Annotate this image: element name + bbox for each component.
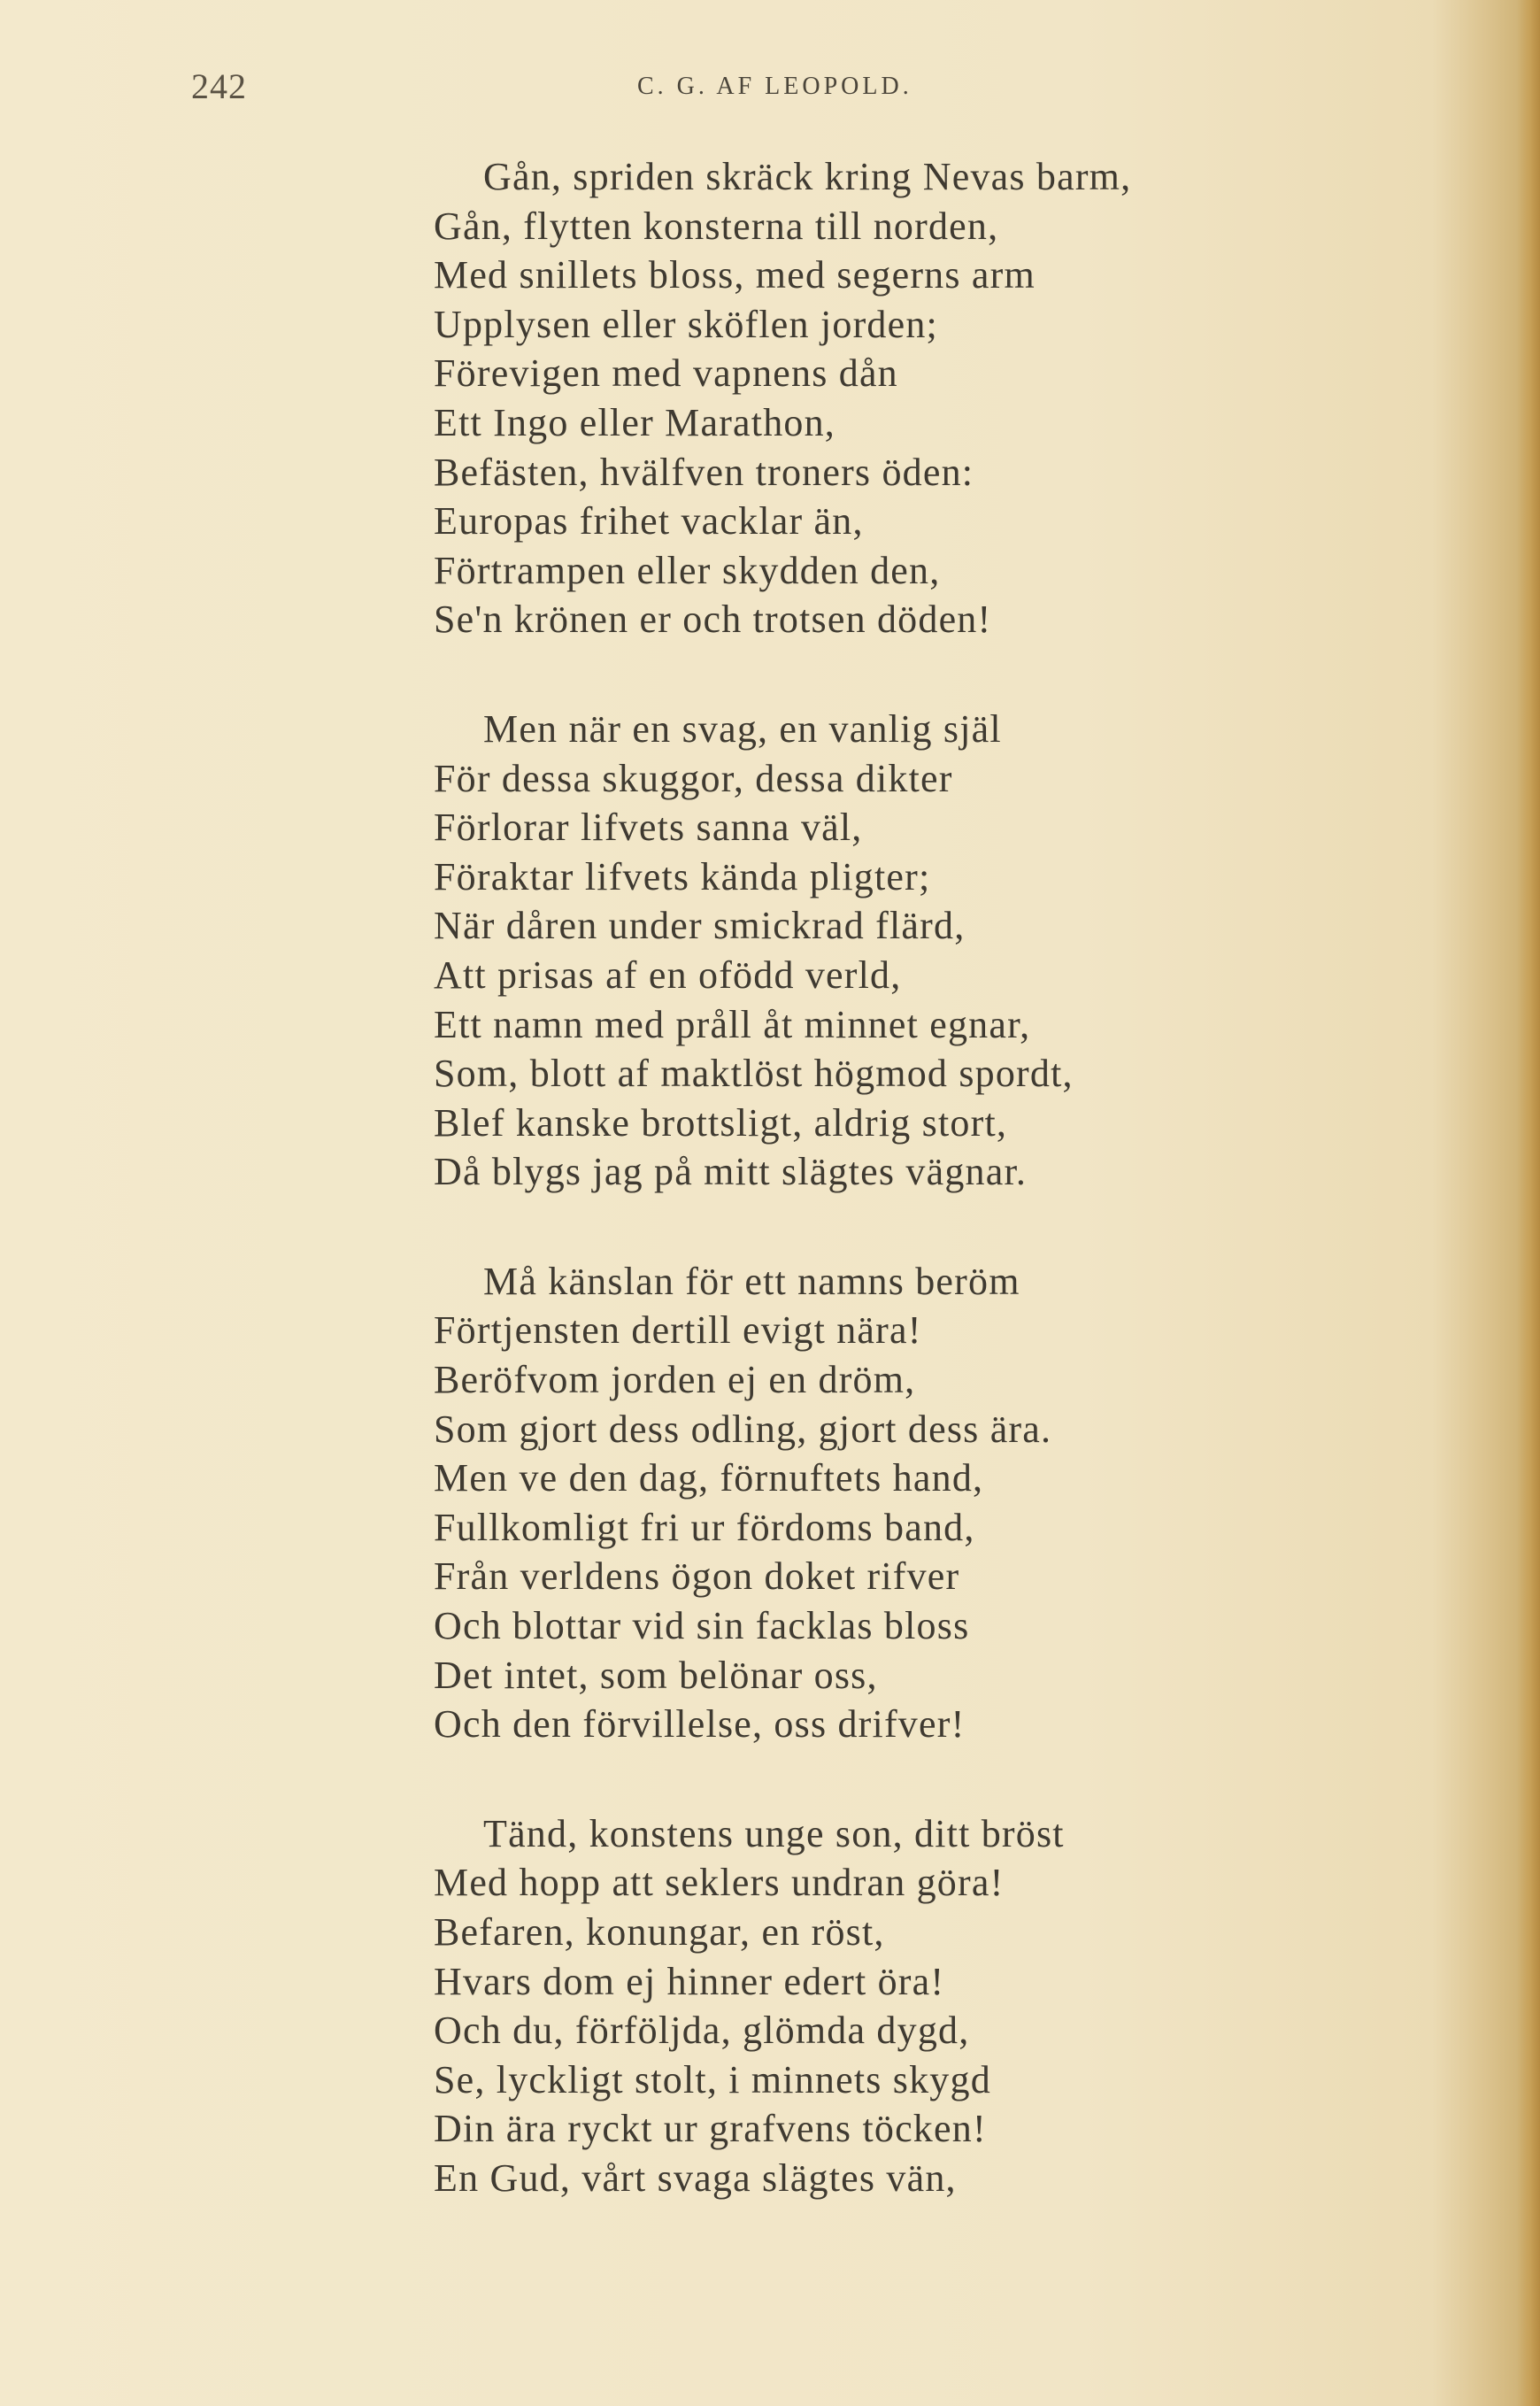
poem-line: En Gud, vårt svaga slägtes vän, <box>434 2155 957 2200</box>
stanza-4 <box>434 1809 1319 2203</box>
poem-line: Beröfvom jorden ej en dröm, <box>434 1358 916 1402</box>
poem-line: Europas frihet vacklar än, <box>434 499 864 544</box>
poem-line: Må känslan för ett namns beröm <box>483 1259 1020 1303</box>
poem-line: Blef kanske brottsligt, aldrig stort, <box>434 1100 1008 1145</box>
stanza-1 <box>434 152 1319 644</box>
poem-line: Men ve den dag, förnuftets hand, <box>434 1456 984 1500</box>
poem-line: Upplysen eller sköflen jorden; <box>434 302 938 346</box>
poem-line: Förtrampen eller skydden den, <box>434 548 941 592</box>
poem-line: När dåren under smickrad flärd, <box>434 904 966 948</box>
poem-line: Befästen, hvälfven troners öden: <box>434 450 974 494</box>
poem-line: Och du, förföljda, glömda dygd, <box>434 2009 970 2053</box>
poem-line: Ett namn med pråll åt minnet egnar, <box>434 1002 1031 1046</box>
poem-line: Som, blott af maktlöst högmod spordt, <box>434 1052 1074 1096</box>
poem-line: Och den förvillelse, oss drifver! <box>434 1702 966 1747</box>
poem-line: Hvars dom ej hinner edert öra! <box>434 1959 945 2003</box>
poem-line: Som gjort dess odling, gjort dess ära. <box>434 1407 1052 1451</box>
stanza-3 <box>434 1257 1319 1749</box>
poem-line: För dessa skuggor, dessa dikter <box>434 756 953 800</box>
page-edge-shadow <box>1517 0 1540 2406</box>
poem-line: Gån, flytten konsterna till norden, <box>434 204 999 248</box>
poem-line: Föraktar lifvets kända pligter; <box>434 854 931 898</box>
poem-line: Med hopp att seklers undran göra! <box>434 1861 1005 1905</box>
poem-line: Från verldens ögon doket rifver <box>434 1554 960 1599</box>
poem-line: Förtjensten dertill evigt nära! <box>434 1308 922 1353</box>
poem-line: Förevigen med vapnens dån <box>434 351 898 396</box>
poem-line: Det intet, som belönar oss, <box>434 1653 878 1697</box>
poem-line: Förlorar lifvets sanna väl, <box>434 806 863 850</box>
poem-line: Men när en svag, en vanlig själ <box>483 706 1002 751</box>
poem-line: Ett Ingo eller Marathon, <box>434 400 835 444</box>
poem-body <box>434 152 1319 2263</box>
running-head: C. G. AF LEOPOLD. <box>637 73 912 100</box>
poem-line: Att prisas af en ofödd verld, <box>434 952 902 997</box>
page-number: 242 <box>191 66 247 106</box>
poem-line: Med snillets bloss, med segerns arm <box>434 253 1036 297</box>
poem-line: Din ära ryckt ur grafvens töcken! <box>434 2107 987 2151</box>
poem-line: Fullkomligt fri ur fördoms band, <box>434 1505 975 1549</box>
page-header <box>0 66 1540 110</box>
stanza-2 <box>434 705 1319 1197</box>
poem-line: Se'n krönen er och trotsen döden! <box>434 598 992 642</box>
poem-line: Då blygs jag på mitt slägtes vägnar. <box>434 1150 1028 1194</box>
poem-line: Tänd, konstens unge son, ditt bröst <box>483 1811 1065 1855</box>
poem-line: Se, lyckligt stolt, i minnets skygd <box>434 2057 991 2101</box>
poem-line: Befaren, konungar, en röst, <box>434 1910 885 1954</box>
poem-line: Gån, spriden skräck kring Nevas barm, <box>483 155 1132 198</box>
poem-line: Och blottar vid sin facklas bloss <box>434 1604 970 1648</box>
